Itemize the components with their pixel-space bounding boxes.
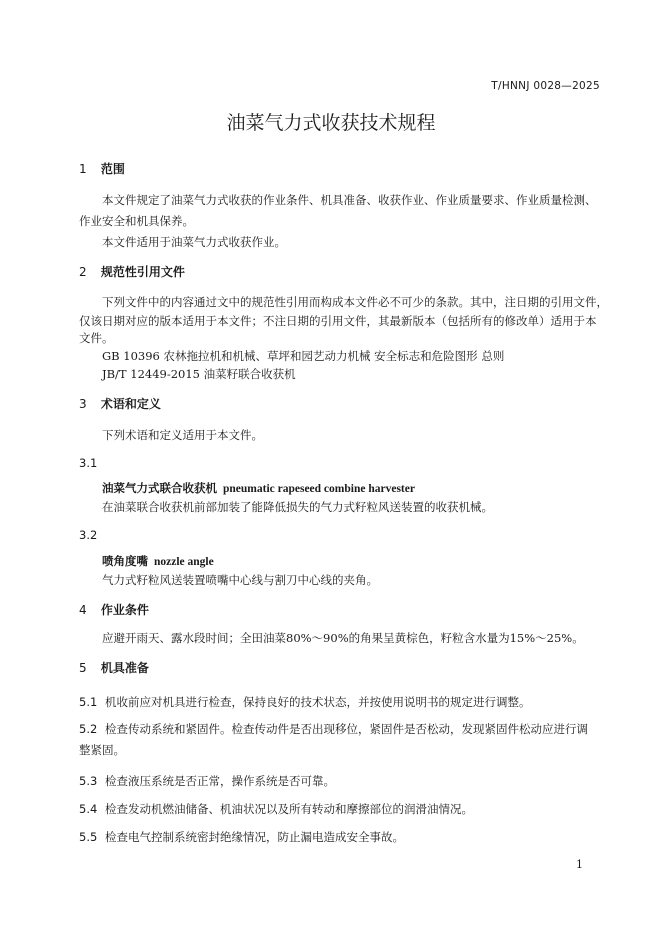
term-number: 3.1 (79, 456, 98, 470)
reference-item: GB 10396 农林拖拉机和机械、草坪和园艺动力机械 安全标志和危险图形 总则 (102, 349, 505, 363)
paragraph-line: 下列术语和定义适用于本文件。 (102, 428, 263, 442)
clause-text: 检查电气控制系统密封绝缘情况，防止漏电造成安全事故。 (105, 830, 404, 844)
section-title: 范围 (100, 162, 125, 176)
clause-number: 5.2 (79, 722, 98, 736)
clause-number: 5.3 (79, 774, 98, 788)
clause-item (79, 773, 335, 789)
term-definition: 气力式籽粒风送装置喷嘴中心线与割刀中心线的夹角。 (102, 573, 378, 587)
paragraph-line: 文件。 (79, 331, 114, 345)
term-number: 3.2 (79, 528, 98, 542)
paragraph-line: 仅该日期对应的版本适用于本文件；不注日期的引用文件，其最新版本（包括所有的修改单）适用于本 (79, 314, 597, 328)
term-zh: 喷角度嘴 (102, 554, 148, 568)
clause-text: 检查液压系统是否正常，操作系统是否可靠。 (105, 774, 335, 788)
section-title: 术语和定义 (100, 397, 161, 411)
clause-item (79, 829, 404, 845)
document-number: T/HNNJ 0028—2025 (491, 80, 600, 92)
term-en: nozzle angle (154, 556, 214, 568)
page-title: 油菜气力式收获技术规程 (226, 112, 436, 134)
term-title (102, 480, 415, 496)
term-en: pneumatic rapeseed combine harvester (223, 483, 415, 495)
section-title: 机具准备 (100, 661, 149, 675)
clause-number: 5.1 (79, 695, 98, 709)
clause-item (79, 721, 588, 737)
paragraph-line: 应避开雨天、露水段时间；全田油菜80%～90%的角果呈黄棕色，籽粒含水量为15%～25%。 (102, 631, 584, 645)
section-number: 1 (79, 162, 87, 176)
page-number: 1 (576, 858, 583, 871)
clause-number: 5.5 (79, 830, 98, 844)
section-title: 规范性引用文件 (100, 265, 185, 279)
paragraph-line: 本文件适用于油菜气力式收获作业。 (102, 235, 286, 249)
section-heading-4 (79, 601, 149, 618)
clause-item (79, 694, 531, 710)
section-number: 3 (79, 397, 87, 411)
reference-item: JB/T 12449-2015 油菜籽联合收获机 (102, 367, 296, 381)
clause-continuation: 整紧固。 (79, 743, 125, 757)
paragraph-line: 下列文件中的内容通过文中的规范性引用而构成本文件必不可少的条款。其中，注日期的引用文件， (102, 295, 608, 309)
clause-item (79, 801, 473, 817)
clause-text: 机收前应对机具进行检查，保持良好的技术状态，并按使用说明书的规定进行调整。 (105, 695, 531, 709)
section-title: 作业条件 (100, 603, 149, 617)
section-number: 2 (79, 265, 87, 279)
clause-number: 5.4 (79, 802, 98, 816)
section-number: 4 (79, 603, 87, 617)
section-heading-5 (79, 659, 149, 676)
section-heading-2 (79, 263, 185, 280)
section-heading-1 (79, 160, 125, 177)
paragraph-line: 本文件规定了油菜气力式收获的作业条件、机具准备、收获作业、作业质量要求、作业质量检测、 (102, 193, 597, 207)
clause-text: 检查传动系统和紧固件。检查传动件是否出现移位，紧固件是否松动，发现紧固件松动应进行调 (105, 722, 588, 736)
clause-text: 检查发动机燃油储备、机油状况以及所有转动和摩擦部位的润滑油情况。 (105, 802, 473, 816)
term-zh: 油菜气力式联合收获机 (102, 481, 217, 495)
section-heading-3 (79, 395, 161, 412)
section-number: 5 (79, 661, 87, 675)
term-definition: 在油菜联合收获机前部加装了能降低损失的气力式籽粒风送装置的收获机械。 (102, 500, 493, 514)
term-title (102, 553, 214, 569)
paragraph-line: 作业安全和机具保养。 (79, 214, 194, 228)
